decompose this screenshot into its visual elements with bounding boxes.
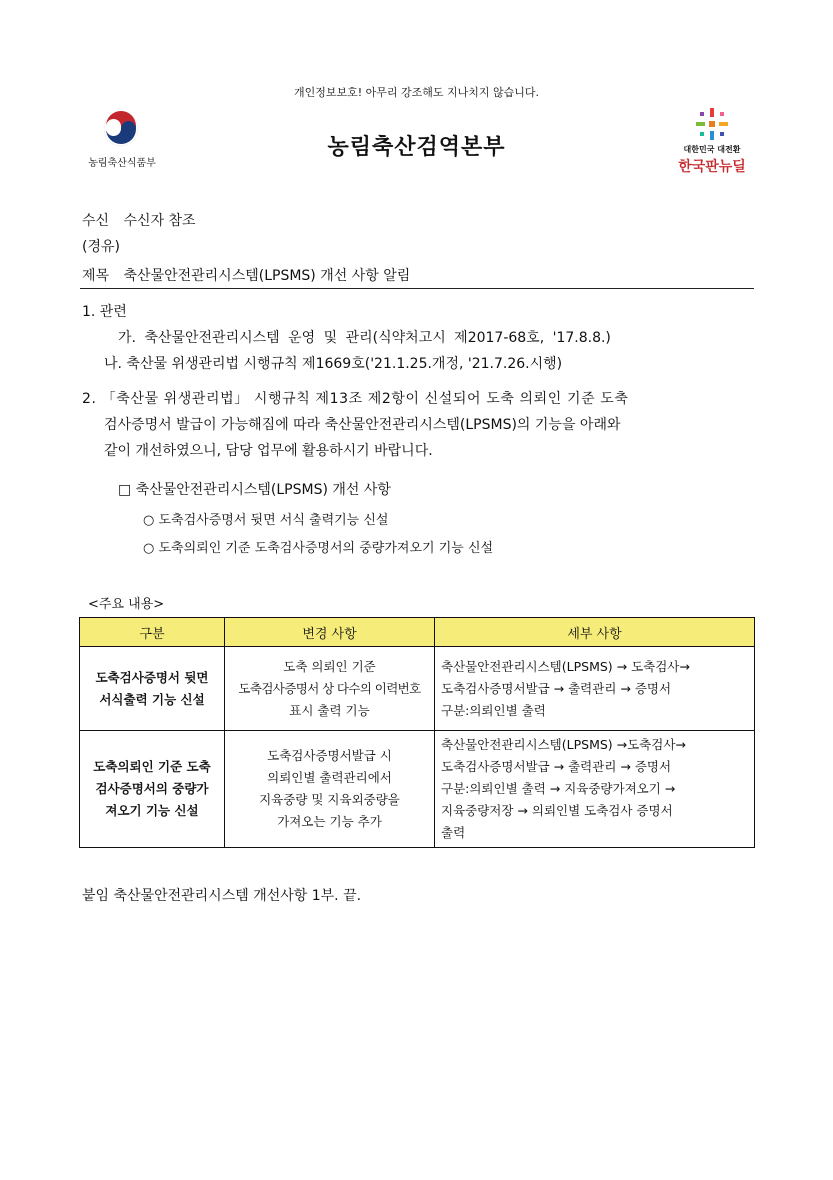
header-detail: 세부 사항 [435, 618, 755, 647]
agency-title: 농림축산검역본부 [327, 135, 506, 160]
cell-line: 축산물안전관리시스템(LPSMS) →도축검사→ [441, 737, 686, 752]
detail-cell [435, 647, 755, 731]
header-divider [80, 288, 754, 289]
cell-line: 지육중량저장 → 의뢰인별 도축검사 증명서 [441, 803, 673, 818]
subject-label: 제목 [82, 268, 110, 284]
attachment-note: 붙임 축산물안전관리시스템 개선사항 1부. 끝. [82, 888, 362, 904]
category-cell [80, 647, 225, 731]
cell-line: 져오기 기능 신설 [105, 803, 199, 818]
cell-line: 도축검사증명서발급 → 출력관리 → 증명서 [441, 759, 672, 774]
item1-b: 나. 축산물 위생관리법 시행규칙 제1669호('21.1.25.개정, '21.7.26.시행) [104, 356, 563, 372]
change-cell [225, 647, 435, 731]
privacy-slogan: 개인정보보호! 아무리 강조해도 지나치지 않습니다. [293, 86, 540, 99]
subject-row [82, 265, 410, 285]
cell-line: 축산물안전관리시스템(LPSMS) → 도축검사→ [441, 658, 690, 674]
new-deal-slogan: 대한민국 대전환 [683, 145, 741, 154]
cell-line: 의뢰인별 출력관리에서 [267, 770, 392, 785]
via-row: (경유) [82, 239, 120, 255]
table-row [80, 647, 755, 731]
new-deal-logo [672, 106, 752, 178]
cell-line: 도축의뢰인 기준 도축 [93, 759, 211, 774]
cell-line: 도축검사증명서 뒷면 [95, 669, 209, 685]
new-deal-title: 한국판뉴딜 [678, 159, 746, 175]
header-change: 변경 사항 [225, 618, 435, 647]
subject-value: 축산물안전관리시스템(LPSMS) 개선 사항 알림 [123, 268, 411, 284]
improvement-bullet-1: ○ 도축검사증명서 뒷면 서식 출력기능 신설 [143, 513, 389, 528]
recipient-value: 수신자 참조 [123, 213, 196, 229]
cell-line: 지육중량 및 지육외중량을 [259, 792, 400, 807]
cell-line: 가져오는 기능 추가 [277, 814, 382, 829]
ministry-logo-caption: 농림축산식품부 [88, 158, 156, 169]
cell-line: 도축검사증명서 상 다수의 이력번호 [238, 680, 421, 696]
cell-line: 표시 출력 기능 [289, 702, 370, 718]
category-cell [80, 731, 225, 848]
cell-line: 도축검사증명서발급 시 [267, 748, 392, 763]
summary-table [79, 617, 755, 848]
cell-line: 구분:의뢰인별 출력 → 지육중량가져오기 → [441, 781, 676, 796]
new-deal-mark-icon [694, 106, 730, 142]
table-caption: <주요 내용> [88, 597, 165, 612]
detail-cell [435, 731, 755, 848]
header-category: 구분 [80, 618, 225, 647]
improvement-heading: □ 축산물안전관리시스템(LPSMS) 개선 사항 [118, 482, 391, 498]
recipient-label: 수신 [82, 213, 110, 229]
cell-line: 출력 [441, 825, 466, 840]
improvement-bullet-2: ○ 도축의뢰인 기준 도축검사증명서의 중량가져오기 기능 신설 [143, 541, 494, 556]
cell-line: 구분:의뢰인별 출력 [441, 702, 546, 718]
item2-line2: 검사증명서 발급이 가능해짐에 따라 축산물안전관리시스템(LPSMS)의 기능을 아래와 [104, 417, 621, 433]
cell-line: 도축검사증명서발급 → 출력관리 → 증명서 [441, 680, 672, 696]
item1-a: 가. 축산물안전관리시스템 운영 및 관리(식약처고시 제2017-68호, '17.8.8.) [118, 330, 611, 346]
item1-title: 1. 관련 [82, 304, 127, 320]
item2-line1: 2. 「축산물 위생관리법」 시행규칙 제13조 제2항이 신설되어 도축 의뢰인 기준 도축 [82, 391, 629, 407]
cell-line: 도축 의뢰인 기준 [283, 658, 376, 674]
change-cell [225, 731, 435, 848]
item2-line3: 같이 개선하였으니, 담당 업무에 활용하시기 바랍니다. [104, 443, 433, 459]
table-header-row [80, 618, 755, 647]
cell-line: 서식출력 기능 신설 [99, 691, 205, 707]
table-row [80, 731, 755, 848]
recipient-row [82, 210, 196, 230]
cell-line: 검사증명서의 중량가 [95, 781, 209, 796]
